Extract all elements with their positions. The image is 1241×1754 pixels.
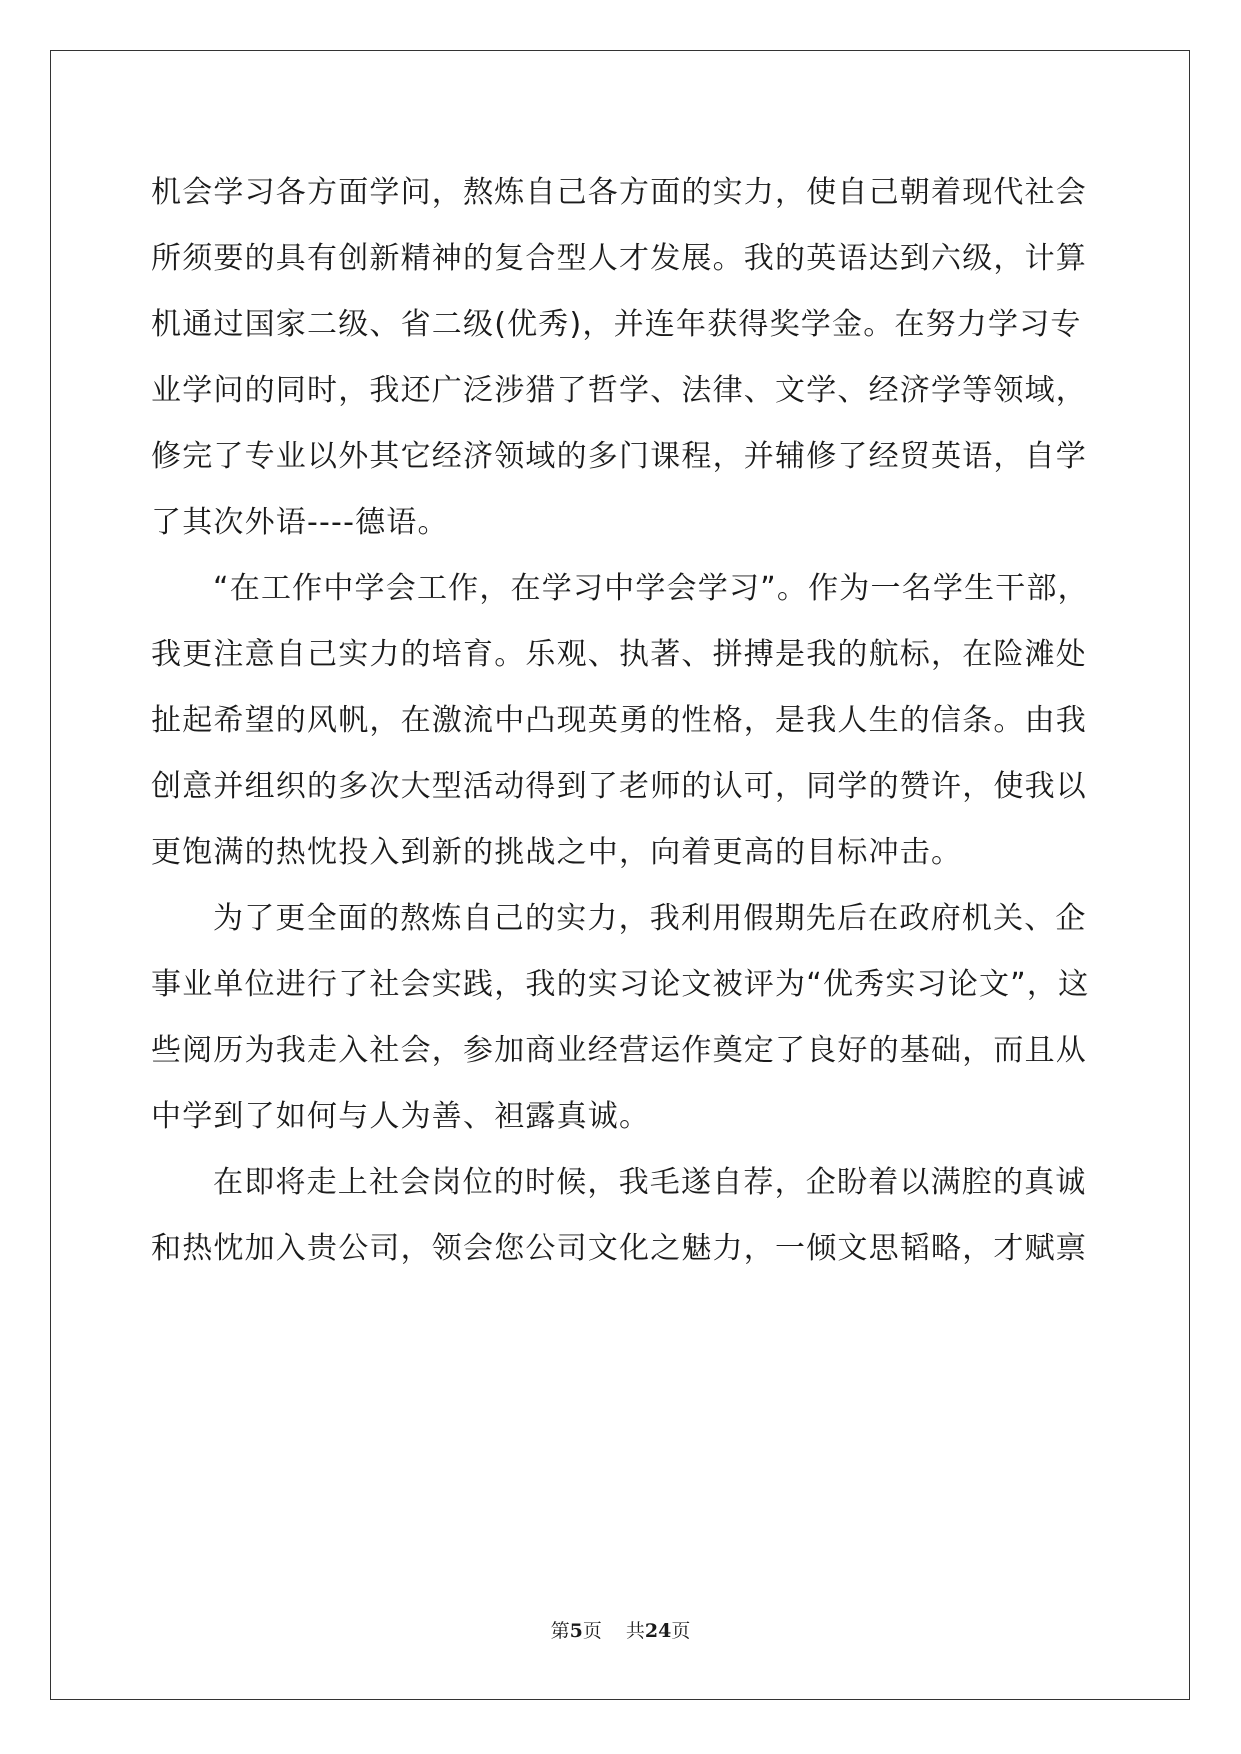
page-suffix: 页	[582, 1620, 602, 1642]
text-line: 些阅历为我走入社会，参加商业经营运作奠定了良好的基础，而且从	[151, 1033, 1087, 1068]
text-line: 和热忱加入贵公司，领会您公司文化之魅力，一倾文思韬略，才赋禀	[151, 1231, 1087, 1266]
total-pages: 24	[644, 1620, 672, 1642]
text-line: 创意并组织的多次大型活动得到了老师的认可，同学的赞许，使我以	[151, 769, 1087, 804]
text-line: 扯起希望的风帆，在激流中凸现英勇的性格，是我人生的信条。由我	[151, 703, 1087, 738]
page-prefix: 第	[550, 1620, 570, 1642]
page-number: 5	[569, 1620, 583, 1642]
text-line: 修完了专业以外其它经济领域的多门课程，并辅修了经贸英语，自学	[151, 439, 1087, 474]
paragraph-start-line: 为了更全面的熬炼自己的实力，我利用假期先后在政府机关、企	[213, 901, 1087, 936]
document-body	[151, 160, 1091, 1282]
page-footer	[0, 1616, 1241, 1643]
total-prefix: 共	[625, 1620, 645, 1642]
text-line: 中学到了如何与人为善、袒露真诚。	[151, 1099, 651, 1134]
text-line: 更饱满的热忱投入到新的挑战之中，向着更高的目标冲击。	[151, 835, 963, 870]
text-line: 了其次外语----德语。	[151, 505, 449, 540]
total-suffix: 页	[671, 1620, 691, 1642]
paragraph-start-line: 在即将走上社会岗位的时候，我毛遂自荐，企盼着以满腔的真诚	[213, 1165, 1087, 1200]
text-line: 我更注意自己实力的培育。乐观、执著、拼搏是我的航标，在险滩处	[151, 637, 1087, 672]
text-line: 所须要的具有创新精神的复合型人才发展。我的英语达到六级，计算	[151, 241, 1087, 276]
text-line: 业学问的同时，我还广泛涉猎了哲学、法律、文学、经济学等领域，	[151, 373, 1087, 408]
text-line: 机通过国家二级、省二级(优秀)，并连年获得奖学金。在努力学习专	[151, 307, 1082, 342]
text-line: 事业单位进行了社会实践，我的实习论文被评为“优秀实习论文”，这	[151, 967, 1090, 1002]
text-line: 机会学习各方面学问，熬炼自己各方面的实力，使自己朝着现代社会	[151, 175, 1087, 210]
paragraph-start-line: “在工作中学会工作，在学习中学会学习”。作为一名学生干部，	[213, 571, 1089, 606]
